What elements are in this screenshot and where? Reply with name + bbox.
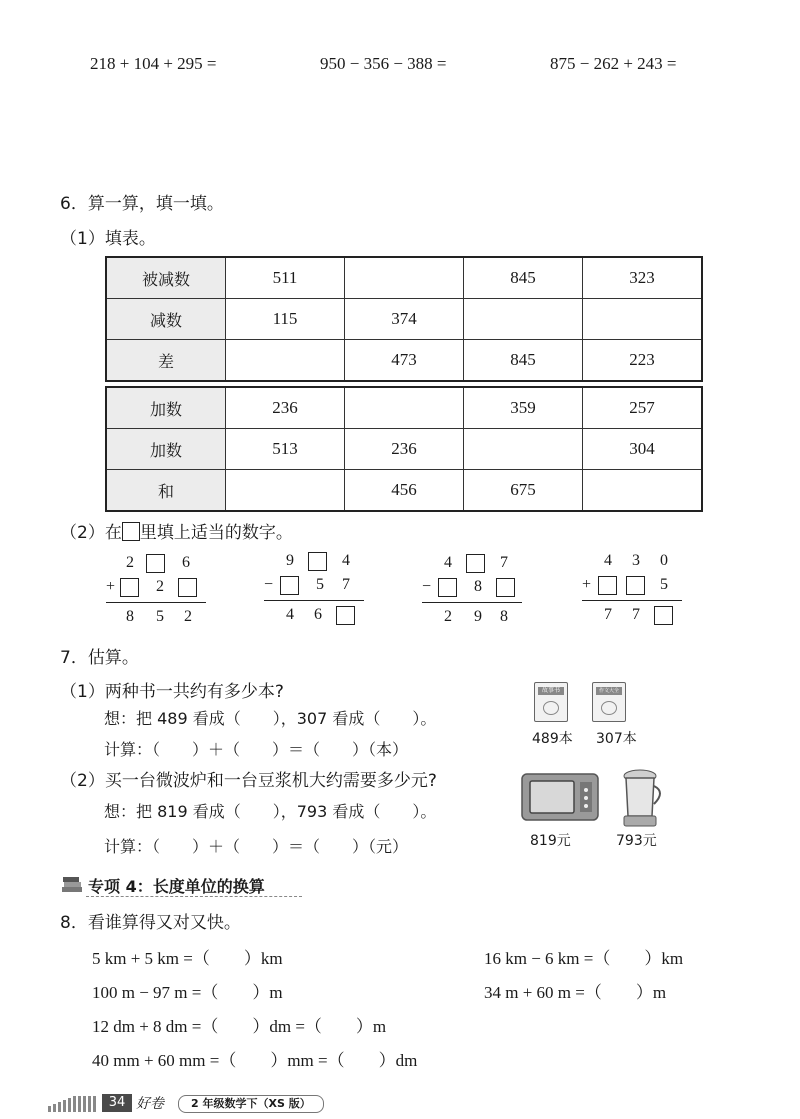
table-cell[interactable] bbox=[345, 387, 464, 429]
q7-p1-calc[interactable]: 计算：（ ）＋（ ）＝（ ）（本） bbox=[104, 740, 409, 759]
digit: 5 bbox=[660, 576, 668, 593]
digit-box[interactable] bbox=[654, 606, 673, 625]
digit: 7 bbox=[342, 576, 350, 593]
operator: − bbox=[422, 578, 432, 595]
table-cell: 304 bbox=[583, 429, 703, 470]
digit: 0 bbox=[660, 552, 668, 569]
operator: − bbox=[264, 576, 274, 593]
digit: 9 bbox=[474, 608, 482, 625]
digit: 2 bbox=[444, 608, 452, 625]
table-cell: 223 bbox=[583, 340, 703, 382]
table-cell: 115 bbox=[226, 299, 345, 340]
digit-box[interactable] bbox=[496, 578, 515, 597]
digit: 8 bbox=[500, 608, 508, 625]
table-cell: 减数 bbox=[106, 299, 226, 340]
storybook-icon bbox=[534, 682, 568, 722]
digit: 8 bbox=[474, 578, 482, 595]
table-cell: 359 bbox=[464, 387, 583, 429]
table-cell[interactable] bbox=[583, 299, 703, 340]
microwave-icon bbox=[520, 770, 600, 825]
digit: 8 bbox=[126, 608, 134, 625]
table-cell: 加数 bbox=[106, 429, 226, 470]
q8-left-4[interactable]: 40 mm + 60 mm =（ ）mm =（ ）dm bbox=[92, 1051, 418, 1070]
q7-p1-question: （1）两种书一共约有多少本? bbox=[60, 682, 284, 702]
table-cell: 236 bbox=[345, 429, 464, 470]
table-cell: 257 bbox=[583, 387, 703, 429]
table-cell[interactable] bbox=[464, 299, 583, 340]
q8-left-2[interactable]: 100 m − 97 m =（ ）m bbox=[92, 983, 283, 1002]
digit: 4 bbox=[604, 552, 612, 569]
table-cell: 845 bbox=[464, 340, 583, 382]
vertical-problem-1 bbox=[104, 552, 214, 630]
expr-1: 218 + 104 + 295 = bbox=[90, 54, 217, 73]
digit: 2 bbox=[156, 578, 164, 595]
table-cell: 845 bbox=[464, 257, 583, 299]
q7-p2-question: （2）买一台微波炉和一台豆浆机大约需要多少元? bbox=[60, 771, 437, 791]
q7-title: 7．估算。 bbox=[60, 648, 139, 668]
books-stack-icon bbox=[60, 876, 84, 894]
digit-box[interactable] bbox=[466, 554, 485, 573]
vertical-problem-4 bbox=[580, 550, 690, 628]
book-title: 作文大全 bbox=[596, 687, 622, 695]
expr-2: 950 − 356 − 388 = bbox=[320, 54, 447, 73]
divider bbox=[106, 602, 206, 603]
table-cell[interactable] bbox=[583, 470, 703, 512]
digit-box[interactable] bbox=[336, 606, 355, 625]
vertical-problem-2 bbox=[262, 550, 372, 628]
table-cell: 和 bbox=[106, 470, 226, 512]
table-cell: 511 bbox=[226, 257, 345, 299]
divider bbox=[422, 602, 522, 603]
divider bbox=[86, 896, 302, 897]
special-topic-title: 专项 4：长度单位的换算 bbox=[88, 877, 265, 896]
book-title: 2 年级数学下（XS 版） bbox=[178, 1095, 324, 1113]
digit-box[interactable] bbox=[598, 576, 617, 595]
digit: 7 bbox=[632, 606, 640, 623]
book1-count: 489本 bbox=[532, 731, 573, 747]
digit: 5 bbox=[316, 576, 324, 593]
q6-title: 6．算一算，填一填。 bbox=[60, 194, 224, 214]
table-cell: 加数 bbox=[106, 387, 226, 429]
q7-p2-think[interactable]: 想：把 819 看成（ ），793 看成（ ）。 bbox=[104, 802, 437, 821]
page-number: 34 bbox=[102, 1094, 132, 1112]
composition-book-icon bbox=[592, 682, 626, 722]
table-cell: 456 bbox=[345, 470, 464, 512]
q7-p1-think[interactable]: 想：把 489 看成（ ），307 看成（ ）。 bbox=[104, 709, 437, 728]
digit: 7 bbox=[604, 606, 612, 623]
digit: 2 bbox=[184, 608, 192, 625]
digit: 5 bbox=[156, 608, 164, 625]
book-title: 故事书 bbox=[538, 687, 564, 695]
digit: 7 bbox=[500, 554, 508, 571]
addition-table bbox=[105, 386, 703, 512]
q6-sub1: （1）填表。 bbox=[60, 229, 156, 249]
table-cell: 236 bbox=[226, 387, 345, 429]
q7-p2-calc[interactable]: 计算：（ ）＋（ ）＝（ ）（元） bbox=[104, 837, 409, 856]
digit-box[interactable] bbox=[626, 576, 645, 595]
book-picture-icon bbox=[543, 701, 559, 715]
subtraction-table bbox=[105, 256, 703, 382]
q8-right-1[interactable]: 16 km − 6 km =（ ）km bbox=[484, 949, 684, 968]
q8-left-1[interactable]: 5 km + 5 km =（ ）km bbox=[92, 949, 283, 968]
table-cell[interactable] bbox=[226, 470, 345, 512]
digit-box[interactable] bbox=[178, 578, 197, 597]
digit: 6 bbox=[182, 554, 190, 571]
digit-box[interactable] bbox=[308, 552, 327, 571]
divider bbox=[264, 600, 364, 601]
table-cell: 被减数 bbox=[106, 257, 226, 299]
operator: + bbox=[582, 576, 592, 593]
digit: 4 bbox=[342, 552, 350, 569]
divider bbox=[582, 600, 682, 601]
book2-count: 307本 bbox=[596, 731, 637, 747]
vertical-problem-3 bbox=[420, 552, 530, 630]
q8-right-2[interactable]: 34 m + 60 m =（ ）m bbox=[484, 983, 667, 1002]
brand-logo: 好卷 bbox=[136, 1096, 164, 1112]
blank-box-icon bbox=[122, 522, 140, 541]
microwave-price: 819元 bbox=[530, 833, 571, 849]
q6-sub2-suffix: 里填上适当的数字。 bbox=[139, 523, 293, 543]
digit: 3 bbox=[632, 552, 640, 569]
table-cell: 323 bbox=[583, 257, 703, 299]
soymilk-price: 793元 bbox=[616, 833, 657, 849]
table-cell: 675 bbox=[464, 470, 583, 512]
q8-title: 8．看谁算得又对又快。 bbox=[60, 913, 241, 933]
table-cell: 差 bbox=[106, 340, 226, 382]
table-cell[interactable] bbox=[345, 257, 464, 299]
q6-sub2 bbox=[60, 518, 293, 543]
table-cell: 374 bbox=[345, 299, 464, 340]
q6-sub2-prefix: （2）在 bbox=[60, 523, 122, 543]
table-cell: 513 bbox=[226, 429, 345, 470]
digit: 6 bbox=[314, 606, 322, 623]
table-cell[interactable] bbox=[464, 429, 583, 470]
digit: 4 bbox=[286, 606, 294, 623]
digit-box[interactable] bbox=[146, 554, 165, 573]
book-picture-icon bbox=[601, 701, 617, 715]
digit-box[interactable] bbox=[280, 576, 299, 595]
digit: 2 bbox=[126, 554, 134, 571]
digit-box[interactable] bbox=[438, 578, 457, 597]
digit: 9 bbox=[286, 552, 294, 569]
table-cell[interactable] bbox=[226, 340, 345, 382]
soymilk-maker-icon bbox=[614, 766, 666, 830]
digit: 4 bbox=[444, 554, 452, 571]
expr-3: 875 − 262 + 243 = bbox=[550, 54, 677, 73]
q8-left-3[interactable]: 12 dm + 8 dm =（ ）dm =（ ）m bbox=[92, 1017, 387, 1036]
footer-stripes-icon bbox=[48, 1096, 100, 1112]
digit-box[interactable] bbox=[120, 578, 139, 597]
operator: + bbox=[106, 578, 116, 595]
table-cell: 473 bbox=[345, 340, 464, 382]
